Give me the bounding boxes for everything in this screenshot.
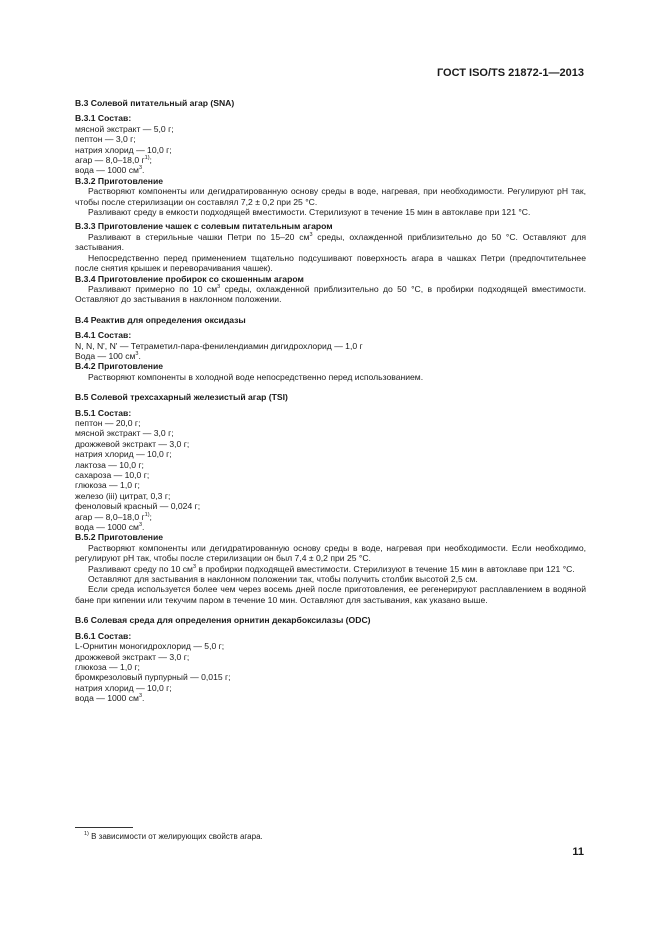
- footnote: [84, 832, 263, 841]
- b6-composition-title: В.6.1 Состав:: [75, 630, 132, 641]
- list-item: бромкрезоловый пурпурный — 0,015 г;: [75, 672, 231, 683]
- list-item: дрожжевой экстракт — 3,0 г;: [75, 438, 190, 449]
- item-tail: .: [142, 522, 145, 533]
- item-text: вода — 1000 см: [75, 165, 139, 176]
- list-item: железо (iii) цитрат, 0,3 г;: [75, 490, 171, 501]
- superscript: 3: [138, 522, 142, 529]
- paragraph: Разливают среду в емкости подходящей вместимости. Стерилизуют в течение 15 мин в автоклаве при 121 °С.: [88, 207, 531, 218]
- paragraph: Непосредственно перед применением тщательно подсушивают поверхность агара в чашках Петри (предпочтительнее после снятия крышек и переворачивания чашек).: [75, 252, 586, 274]
- footnote-ref: 1): [144, 511, 150, 518]
- b3-dish-title: В.3.3 Приготовление чашек с солевым питательным агаром: [75, 221, 333, 232]
- list-item: натрия хлорид — 10,0 г;: [75, 144, 172, 155]
- paragraph: Если среда используется более чем через восемь дней после приготовления, ее регенерируют расплавлением в водяной бане при кипении или текучим паром в течение 10 мин. Оставляют для застывания, как указано выше.: [75, 584, 586, 605]
- section-b6-title: В.6 Солевая среда для определения орнитин декарбоксилазы (ODC): [75, 615, 371, 626]
- page-number: 11: [572, 846, 584, 858]
- b3-prep-title: В.3.2 Приготовление: [75, 175, 164, 186]
- footnote-mark: 1): [84, 831, 89, 837]
- list-item: L-Орнитин моногидрохлорид — 5,0 г;: [75, 641, 225, 652]
- b5-prep-title: В.5.2 Приготовление: [75, 532, 164, 543]
- superscript: 3: [135, 350, 139, 357]
- paragraph-text: в пробирки подходящей вместимости. Стерилизуют в течение 15 мин в автоклаве при 121 °С.: [196, 563, 575, 574]
- paragraph: Растворяют компоненты в холодной воде непосредственно перед использованием.: [88, 371, 424, 382]
- section-b4-title: В.4 Реактив для определения оксидазы: [75, 314, 246, 325]
- list-item: глюкоза — 1,0 г;: [75, 661, 140, 672]
- paragraph: Растворяют компоненты или дегидратированную основу среды в воде, нагревая, при необходимости. Регулируют pH так, чтобы после стерилизации он составлял 7,2 ± 0,2 при 25 °С.: [75, 186, 586, 207]
- paragraph: [75, 232, 586, 253]
- list-item: натрия хлорид — 10,0 г;: [75, 449, 172, 460]
- list-item: N, N, N', N' — Тетраметил-пара-фенилендиамин дигидрохлорид — 1,0 г: [75, 340, 363, 351]
- list-item: пептон — 3,0 г;: [75, 134, 136, 145]
- section-b3-title: В.3 Солевой питательный агар (SNA): [75, 98, 235, 108]
- list-item: глюкоза — 1,0 г;: [75, 480, 140, 491]
- paragraph: Оставляют для застывания в наклонном положении так, чтобы получить столбик высотой 2,5 см.: [88, 574, 478, 585]
- list-item: мясной экстракт — 5,0 г;: [75, 123, 174, 134]
- b4-prep-title: В.4.2 Приготовление: [75, 361, 164, 372]
- document-code: ГОСТ ISO/TS 21872-1—2013: [436, 67, 584, 79]
- footnote-ref: 1): [144, 155, 150, 162]
- footnote-divider: [75, 827, 133, 828]
- list-item: [75, 693, 586, 703]
- item-tail: .: [142, 693, 145, 704]
- item-tail: ;: [149, 511, 152, 522]
- paragraph-text: среды, охлажденной приблизительно до 50 °С, в пробирки подходящей вместимости. Оставляют до застывания в наклонном положении.: [75, 283, 587, 305]
- item-tail: .: [138, 350, 141, 361]
- paragraph-text: среды, охлажденной приблизительно до 50 °С. Оставляют для застывания.: [75, 231, 586, 253]
- paragraph-text: Разливают примерно по 10 см: [88, 283, 218, 294]
- footnote-text: В зависимости от желирующих свойств агара.: [91, 832, 263, 841]
- document-body: [75, 98, 586, 704]
- item-text: Вода — 100 см: [75, 350, 136, 361]
- list-item: мясной экстракт — 3,0 г;: [75, 428, 174, 439]
- list-item: сахароза — 10,0 г;: [75, 470, 150, 480]
- list-item: [75, 351, 586, 361]
- section-b5-title: В.5 Солевой трехсахарный железистый агар (TSI): [75, 392, 288, 403]
- list-item: [75, 165, 586, 175]
- item-text: агар — 8,0–18,0 г: [75, 155, 145, 166]
- paragraph-text: Разливают среду по 10 см: [88, 563, 193, 574]
- item-text: вода — 1000 см: [75, 693, 139, 704]
- b3-tube-title: В.3.4 Приготовление пробирок со скошенным агаром: [75, 273, 304, 284]
- superscript: 3: [138, 165, 142, 172]
- superscript: 3: [192, 563, 197, 570]
- list-item: феноловый красный — 0,024 г;: [75, 501, 201, 512]
- paragraph: [75, 564, 586, 574]
- b4-composition-title: В.4.1 Состав:: [75, 330, 132, 341]
- superscript: 3: [309, 231, 313, 238]
- paragraph-text: Разливают в стерильные чашки Петри по 15–20 см: [88, 231, 310, 242]
- item-tail: ;: [149, 155, 152, 166]
- superscript: 3: [217, 283, 221, 290]
- list-item: дрожжевой экстракт — 3,0 г;: [75, 651, 190, 662]
- list-item: пептон — 20,0 г;: [75, 417, 141, 428]
- b5-composition-title: В.5.1 Состав:: [75, 407, 132, 418]
- item-text: вода — 1000 см: [75, 522, 139, 533]
- b3-composition-title: В.3.1 Состав:: [75, 113, 132, 124]
- list-item: [75, 512, 586, 522]
- superscript: 3: [138, 693, 142, 700]
- item-tail: .: [142, 165, 145, 176]
- list-item: [75, 155, 586, 165]
- item-text: агар — 8,0–18,0 г: [75, 511, 145, 522]
- list-item: лактоза — 10,0 г;: [75, 459, 144, 470]
- list-item: натрия хлорид — 10,0 г;: [75, 682, 172, 693]
- paragraph: Растворяют компоненты или дегидратированную основу среды в воде, нагревая при необходимости. Если необходимо, регулируют pH так, чтобы после стерилизации он был 7,4 ± 0,2 при 25 °С.: [75, 542, 586, 564]
- paragraph: [75, 284, 586, 305]
- list-item: [75, 522, 586, 532]
